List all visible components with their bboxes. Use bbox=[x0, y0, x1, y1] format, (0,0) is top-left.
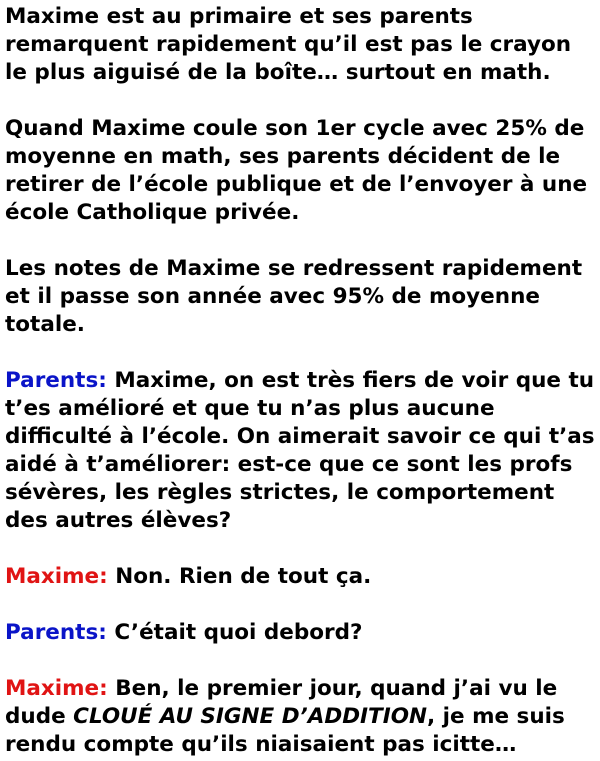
dialogue-line-2 bbox=[5, 563, 600, 591]
dialogue-text: C’était quoi debord? bbox=[114, 620, 363, 645]
dialogue-text: Maxime, on est très fiers de voir que tu t’es amélioré et que tu n’as plus aucune difficulté à l’école. On aimerait savoir ce qui t’as aidé à t’améliorer: est-ce que ce sont les profs sévères, les règles strictes, le comportement des autres élèves? bbox=[5, 368, 595, 533]
dialogue-text: Ben, le premier jour, quand j’ai vu le dude bbox=[5, 676, 558, 729]
speaker-label-maxime: Maxime: bbox=[5, 676, 108, 701]
speaker-label-parents: Parents: bbox=[5, 620, 107, 645]
speaker-label-maxime: Maxime: bbox=[5, 564, 108, 589]
narration-paragraph-3: Les notes de Maxime se redressent rapidement et il passe son année avec 95% de moyenne totale. bbox=[5, 256, 583, 337]
dialogue-line-1 bbox=[5, 367, 600, 535]
dialogue-line-3 bbox=[5, 619, 600, 647]
narration-paragraph-1: Maxime est au primaire et ses parents remarquent rapidement qu’il est pas le crayon le plus aiguisé de la boîte… surtout en math. bbox=[5, 4, 572, 85]
joke-text bbox=[5, 3, 600, 759]
punchline-emphasis: CLOUÉ AU SIGNE D’ADDITION bbox=[73, 704, 427, 729]
narration-paragraph-2: Quand Maxime coule son 1er cycle avec 25% de moyenne en math, ses parents décident de le retirer de l’école publique et de l’envoyer à une école Catholique privée. bbox=[5, 116, 588, 225]
speaker-label-parents: Parents: bbox=[5, 368, 107, 393]
dialogue-text: Non. Rien de tout ça. bbox=[115, 564, 372, 589]
dialogue-text: , je me suis rendu compte qu’ils niaisaient pas icitte… bbox=[5, 704, 565, 757]
dialogue-line-4 bbox=[5, 675, 600, 759]
